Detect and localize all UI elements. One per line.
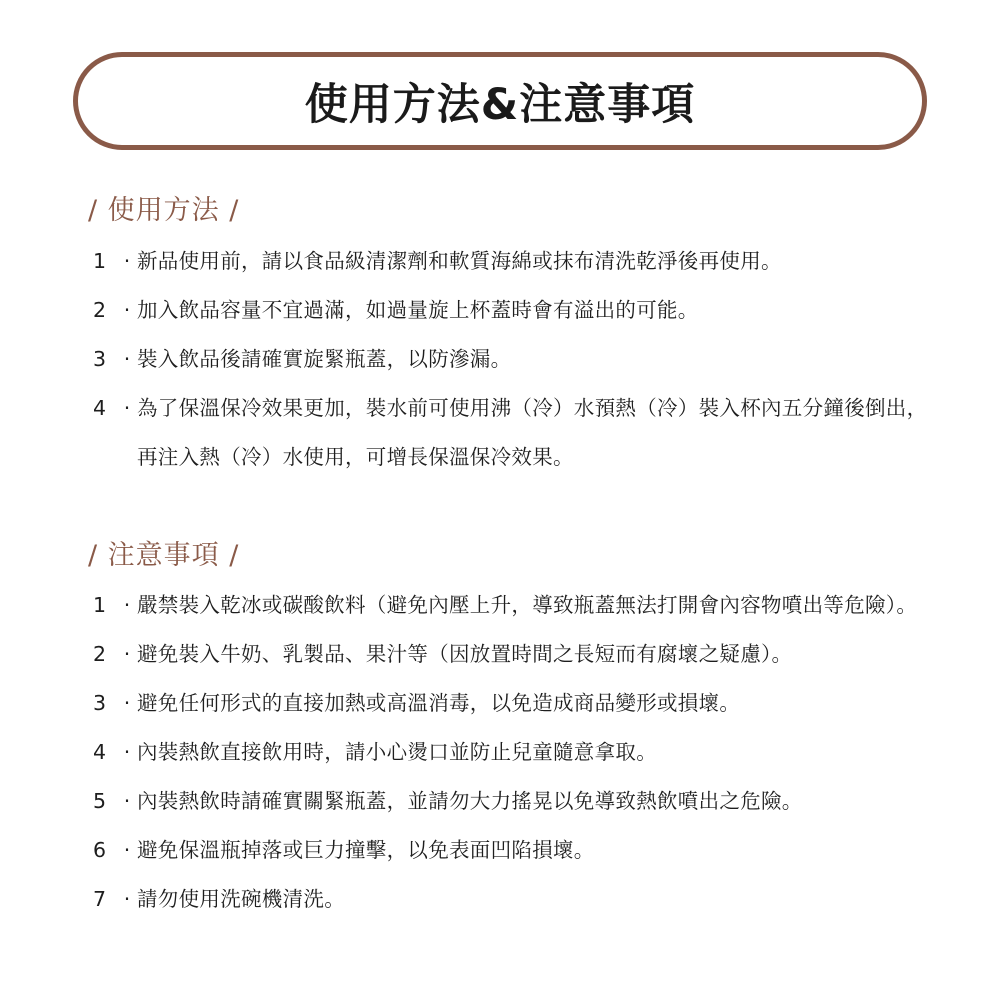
- item-number: 1: [93, 593, 107, 617]
- item-number: 2: [93, 642, 107, 666]
- usage-item: [93, 384, 943, 482]
- bullet-dot: ·: [123, 347, 131, 371]
- item-text: 內裝熱飲直接飲用時，請小心燙口並防止兒童隨意拿取。: [137, 740, 657, 764]
- item-text: 內裝熱飲時請確實關緊瓶蓋，並請勿大力搖晃以免導致熱飲噴出之危險。: [137, 789, 803, 813]
- notes-item: [93, 728, 943, 777]
- bullet-dot: ·: [123, 396, 131, 420]
- bullet-dot: ·: [123, 740, 131, 764]
- item-text: 加入飲品容量不宜過滿，如過量旋上杯蓋時會有溢出的可能。: [137, 298, 699, 322]
- item-number: 5: [93, 789, 107, 813]
- usage-list: [93, 237, 943, 482]
- notes-heading: / 注意事項 /: [88, 540, 240, 571]
- notes-item: [93, 679, 943, 728]
- bullet-dot: ·: [123, 249, 131, 273]
- page-title: 使用方法&注意事項: [304, 79, 696, 130]
- usage-heading: / 使用方法 /: [88, 195, 240, 226]
- bullet-dot: ·: [123, 887, 131, 911]
- notes-item: [93, 581, 943, 630]
- bullet-dot: ·: [123, 789, 131, 813]
- item-number: 1: [93, 249, 107, 273]
- item-number: 3: [93, 691, 107, 715]
- notes-item: [93, 630, 943, 679]
- notes-item: [93, 826, 943, 875]
- item-number: 2: [93, 298, 107, 322]
- usage-item: [93, 335, 943, 384]
- notes-list: [93, 581, 943, 924]
- notes-item: [93, 875, 943, 924]
- bullet-dot: ·: [123, 593, 131, 617]
- item-text: 避免任何形式的直接加熱或高溫消毒，以免造成商品變形或損壞。: [137, 691, 741, 715]
- item-text: 嚴禁裝入乾冰或碳酸飲料（避免內壓上升，導致瓶蓋無法打開會內容物噴出等危險）。: [137, 593, 918, 617]
- item-number: 4: [93, 740, 107, 764]
- item-text: 為了保溫保冷效果更加，裝水前可使用沸（冷）水預熱（冷）裝入杯內五分鐘後倒出，再注入熱（冷）水使用，可增長保溫保冷效果。: [137, 396, 928, 469]
- item-text: 避免裝入牛奶、乳製品、果汁等（因放置時間之長短而有腐壞之疑慮）。: [137, 642, 793, 666]
- bullet-dot: ·: [123, 298, 131, 322]
- notes-item: [93, 777, 943, 826]
- bullet-dot: ·: [123, 691, 131, 715]
- item-text: 裝入飲品後請確實旋緊瓶蓋，以防滲漏。: [137, 347, 512, 371]
- item-text: 新品使用前，請以食品級清潔劑和軟質海綿或抹布清洗乾淨後再使用。: [137, 249, 782, 273]
- usage-item: [93, 237, 943, 286]
- item-number: 3: [93, 347, 107, 371]
- item-number: 7: [93, 887, 107, 911]
- item-number: 4: [93, 396, 107, 420]
- bullet-dot: ·: [123, 642, 131, 666]
- item-text: 請勿使用洗碗機清洗。: [137, 887, 345, 911]
- bullet-dot: ·: [123, 838, 131, 862]
- title-banner: [73, 52, 927, 150]
- item-text: 避免保溫瓶掉落或巨力撞擊，以免表面凹陷損壞。: [137, 838, 595, 862]
- item-number: 6: [93, 838, 107, 862]
- usage-item: [93, 286, 943, 335]
